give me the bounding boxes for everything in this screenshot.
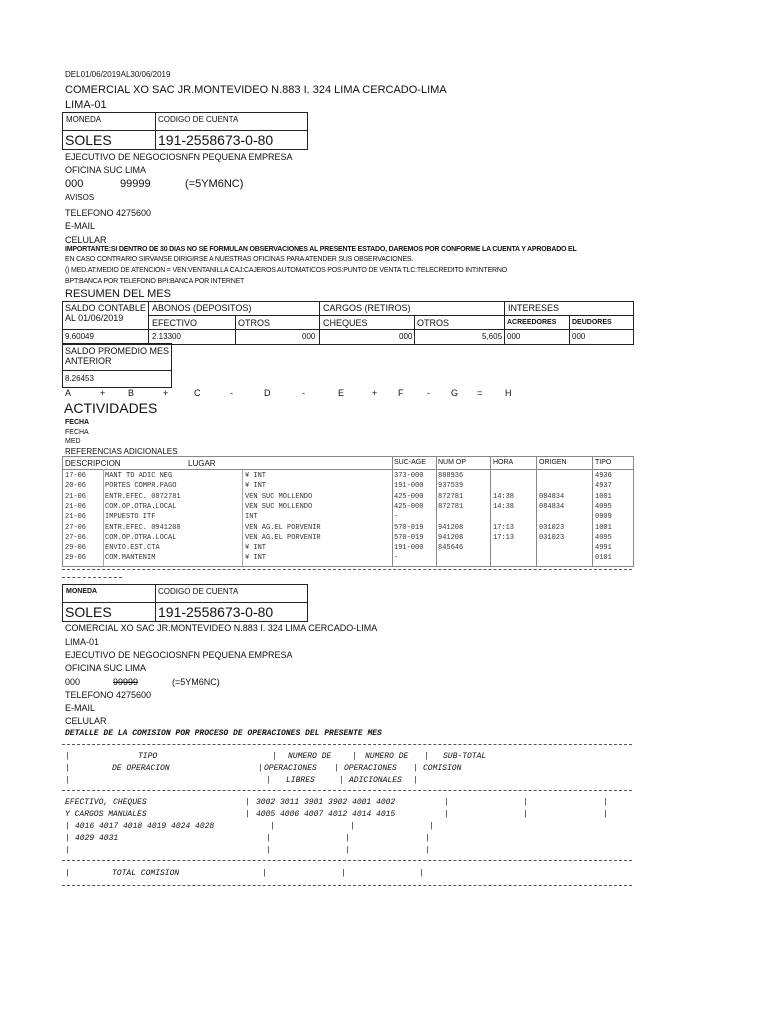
saldo-promedio-label-2: ANTERIOR: [65, 356, 112, 366]
cell-suc: 425-000: [394, 492, 424, 501]
commission-row1-codes: 3002 3011 3901 3902 4001 4002: [256, 798, 396, 807]
cell-date: 27-06: [65, 533, 87, 542]
commission-total: TOTAL COMISION: [112, 869, 180, 878]
cell-desc: PORTES COMPR.PAGO: [105, 482, 177, 491]
notice-line-1: IMPORTANTE:SI DENTRO DE 30 DIAS NO SE FORMULAN OBSERVACIONES AL PRESENTE ESTADO, DAREMOS POR CONFORME LA CUENTA Y APROBADO EL: [65, 246, 577, 253]
formula-c: C: [194, 388, 201, 398]
fecha-label: FECHA: [65, 419, 90, 426]
cell-desc: COM.OP.OTRA.LOCAL: [105, 533, 177, 542]
deudores-header: DEUDORES: [572, 319, 612, 326]
account-number: 191-2558673-0-80: [158, 132, 274, 148]
cell-date: 21-06: [65, 502, 87, 511]
executive: EJECUTIVO DE NEGOCIOSNFN PEQUENA EMPRESA: [65, 152, 293, 162]
office-2: OFICINA SUC LIMA: [65, 663, 147, 673]
formula-op-6: -: [427, 388, 430, 398]
cheques-header: CHEQUES: [323, 318, 368, 328]
commission-h-operaciones: OPERACIONES: [264, 764, 317, 773]
col-num-op: NUM OP: [438, 459, 466, 466]
cell-date: 27-06: [65, 523, 87, 532]
office: OFICINA SUC LIMA: [65, 165, 147, 175]
cell-date: 20-06: [65, 482, 87, 491]
cell-desc: ENVIO.EST.CTA: [105, 544, 160, 553]
cell-date: 29-06: [65, 544, 87, 553]
otros-value: 000: [302, 332, 316, 341]
code-2-2: 99999: [113, 677, 139, 687]
efectivo-header: EFECTIVO: [152, 318, 198, 328]
cell-suc: 191-000: [394, 544, 424, 553]
commission-h-de-operacion: DE OPERACION: [112, 764, 170, 773]
formula-op-2: +: [163, 388, 169, 398]
commission-row1-label: EFECTIVO, CHEQUES: [65, 798, 147, 807]
cell-tipo: 0909: [595, 513, 612, 522]
acreedores-value: 000: [507, 332, 521, 341]
formula-op-1: +: [100, 388, 106, 398]
cell-suc: 570-019: [394, 533, 424, 542]
cell-origen: 084834: [539, 502, 565, 511]
deudores-value: 000: [572, 332, 586, 341]
currency-header: MONEDA: [66, 115, 102, 124]
commission-h-libres: LIBRES: [286, 776, 315, 785]
commission-row4-codes: 4029 4031: [75, 834, 119, 843]
intereses-header: INTERESES: [508, 303, 560, 313]
col-hora: HORA: [493, 459, 514, 466]
formula-h: H: [505, 388, 512, 398]
code-1: 000: [65, 178, 84, 190]
client-name-address-2: COMERCIAL XO SAC JR.MONTEVIDEO N.883 I. 324 LIMA CERCADO-LIMA: [65, 623, 378, 633]
formula-b: B: [128, 388, 135, 398]
cell-place: ¥ INT: [245, 544, 267, 553]
saldo-contable-label: SALDO CONTABLE: [65, 303, 146, 313]
email-label-2: E-MAIL: [65, 703, 96, 713]
cell-num: 937539: [438, 482, 464, 491]
cargos-header: CARGOS (RETIROS): [323, 303, 411, 313]
cell-date: 17-06: [65, 472, 87, 480]
med-label: MED: [65, 438, 81, 445]
cell-place: ¥ INT: [245, 482, 267, 491]
col-lugar: LUGAR: [188, 459, 216, 468]
commission-h-numero-de: NUMERO DE: [288, 752, 332, 761]
notice-line-2: EN CASO CONTRARIO SIRVANSE DIRIGIRSE A NUESTRAS OFICINAS PARA ATENDER SUS OBSERVACIONES.: [65, 256, 414, 263]
commission-h-operaciones-2: OPERACIONES: [344, 764, 397, 773]
cell-tipo: 4095: [595, 502, 612, 511]
summary-title: RESUMEN DEL MES: [65, 288, 171, 300]
commission-title: DETALLE DE LA COMISION POR PROCESO DE OPERACIONES DEL PRESENTE MES: [65, 729, 382, 738]
phone-2: TELEFONO 4275600: [65, 690, 152, 700]
cell-place: VEN AG.EL PORVENIR: [245, 533, 321, 542]
col-descripcion: DESCRIPCION: [65, 459, 121, 468]
client-name-address: COMERCIAL XO SAC JR.MONTEVIDEO N.883 I. 324 LIMA CERCADO-LIMA: [65, 84, 447, 96]
commission-h-numero-de-2: NUMERO DE: [365, 752, 409, 761]
cell-hora: 14:38: [493, 492, 515, 501]
code-1-2: 000: [65, 677, 81, 687]
saldo-contable-value: 9.60049: [65, 332, 94, 341]
client-city-2: LIMA-01: [65, 637, 100, 647]
code-3-2: (=5YM6NC): [172, 677, 220, 687]
cell-hora: 17:13: [493, 523, 515, 532]
cell-origen: 031023: [539, 533, 565, 542]
otros2-value: 5,605: [482, 332, 503, 341]
commission-h-comision: COMISION: [423, 764, 462, 773]
cell-desc: ENTR.EFEC. 0872781: [105, 492, 181, 501]
cell-tipo: 4937: [595, 482, 612, 491]
cell-desc: MANT TD ADIC NEG: [105, 472, 173, 480]
formula-a: A: [65, 388, 72, 398]
cheques-value: 000: [399, 332, 413, 341]
col-suc-age: SUC-AGE: [394, 459, 426, 466]
cell-tipo: 0101: [595, 554, 612, 563]
cell-tipo: 4936: [595, 472, 612, 480]
otros2-header: OTROS: [417, 318, 450, 328]
cell-suc: 425-000: [394, 502, 424, 511]
statement-period: DEL01/06/2019AL30/06/2019: [65, 70, 171, 79]
cell-tipo: 4095: [595, 533, 612, 542]
account-header-2: CODIGO DE CUENTA: [158, 587, 239, 596]
abonos-header: ABONOS (DEPOSITOS): [152, 303, 252, 313]
cell-suc: 191-000: [394, 482, 424, 491]
formula-e: E: [338, 388, 345, 398]
fecha-label-2: FECHA: [65, 429, 89, 436]
notice-line-3: () MED.AT:MEDIO DE ATENCION = VEN:VENTANILLA CAJ:CAJEROS AUTOMATICOS POS:PUNTO DE VENTA TLC:TELECREDITO INT:INTERNO: [65, 267, 507, 274]
account-number-2: 191-2558673-0-80: [158, 604, 274, 620]
cell-tipo: 1001: [595, 523, 612, 532]
formula-op-4: -: [302, 388, 305, 398]
cell-hora: 14:38: [493, 502, 515, 511]
cell-num: 888936: [438, 472, 464, 480]
code-2: 99999: [120, 178, 151, 190]
cell-place: VEN SUC MOLLENDO: [245, 492, 313, 501]
cell-tipo: 1001: [595, 492, 612, 501]
cell-date: 21-06: [65, 513, 87, 522]
commission-h-subtotal: SUB-TOTAL: [443, 752, 487, 761]
currency-header-2: MONEDA: [66, 588, 98, 595]
formula-op-7: =: [477, 388, 483, 398]
commission-row3-codes: 4016 4017 4018 4019 4024 4028: [75, 822, 215, 831]
referencias-label: REFERENCIAS ADICIONALES: [65, 447, 178, 456]
cell-num: 872781: [438, 492, 464, 501]
commission-row2-codes: 4005 4006 4007 4012 4014 4015: [256, 810, 396, 819]
cell-desc: ENTR.EFEC. 0941208: [105, 523, 181, 532]
cell-place: VEN AG.EL PORVENIR: [245, 523, 321, 532]
cellular-label-2: CELULAR: [65, 716, 107, 726]
cell-num: 941208: [438, 523, 464, 532]
cell-place: INT: [245, 513, 258, 522]
commission-h-tipo: TIPO: [138, 752, 158, 761]
formula-d: D: [264, 388, 271, 398]
activities-title: ACTIVIDADES: [64, 400, 158, 416]
saldo-promedio-label: SALDO PROMEDIO MES: [65, 346, 170, 356]
cell-suc: 570-019: [394, 523, 424, 532]
cell-place: VEN SUC MOLLENDO: [245, 502, 313, 511]
formula-op-3: -: [230, 388, 233, 398]
formula-op-5: +: [372, 388, 378, 398]
executive-2: EJECUTIVO DE NEGOCIOSNFN PEQUENA EMPRESA: [65, 650, 293, 660]
commission-h-adicionales: ADICIONALES: [349, 776, 402, 785]
cell-place: ¥ INT: [245, 554, 267, 563]
currency-value-2: SOLES: [65, 604, 112, 620]
cell-suc: -: [394, 513, 399, 522]
cellular-label: CELULAR: [65, 235, 107, 245]
client-city: LIMA-01: [65, 99, 107, 111]
currency-value: SOLES: [65, 132, 112, 148]
cell-suc: 373-000: [394, 472, 424, 480]
cell-suc: -: [394, 554, 399, 563]
account-header: CODIGO DE CUENTA: [158, 115, 239, 124]
cell-num: 845646: [438, 544, 464, 553]
phone: TELEFONO 4275600: [65, 208, 152, 218]
formula-g: G: [451, 388, 459, 398]
cell-desc: COM.MANTENIM: [105, 554, 156, 563]
cell-origen: 084834: [539, 492, 565, 501]
col-tipo: TIPO: [595, 459, 612, 466]
cell-tipo: 4991: [595, 544, 612, 553]
cell-date: 29-06: [65, 554, 87, 563]
cell-desc: COM.OP.OTRA.LOCAL: [105, 502, 177, 511]
cell-num: 872781: [438, 502, 464, 511]
cell-num: 941208: [438, 533, 464, 542]
cell-date: 21-06: [65, 492, 87, 501]
avisos-label: AVISOS: [65, 193, 95, 202]
col-origen: ORIGEN: [539, 459, 567, 466]
cell-desc: IMPUESTO ITF: [105, 513, 156, 522]
saldo-contable-date: AL 01/06/2019: [65, 313, 124, 323]
cell-place: ¥ INT: [245, 472, 267, 480]
efectivo-value: 2.13300: [152, 332, 181, 341]
commission-row2-label: Y CARGOS MANUALES: [65, 810, 147, 819]
cell-origen: 031023: [539, 523, 565, 532]
cell-hora: 17:13: [493, 533, 515, 542]
email-label: E-MAIL: [65, 221, 96, 231]
code-3: (=5YM6NC): [185, 178, 244, 190]
saldo-promedio-value: 8.26453: [65, 374, 94, 383]
otros-header: OTROS: [238, 318, 271, 328]
acreedores-header: ACREEDORES: [507, 319, 557, 326]
notice-line-4: BPT:BANCA POR TELEFONO BPI:BANCA POR INTERNET: [65, 278, 245, 285]
formula-f: F: [398, 388, 404, 398]
